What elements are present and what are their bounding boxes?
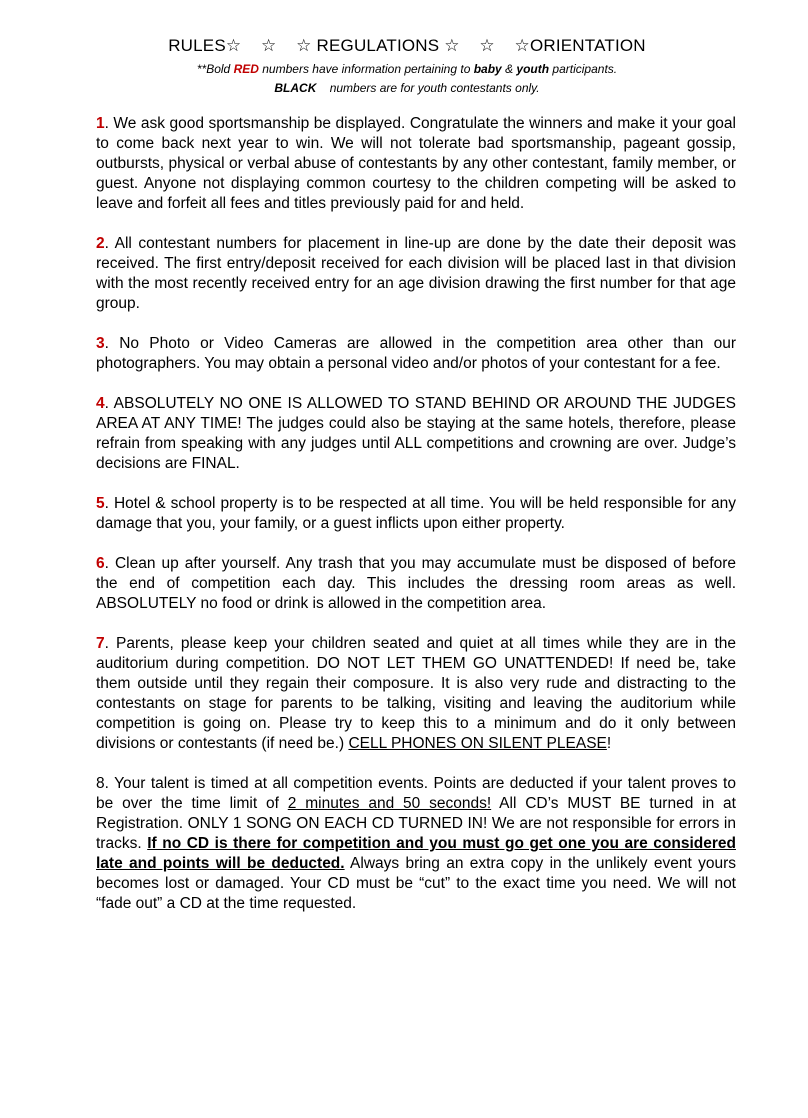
rule-7	[96, 634, 736, 754]
rule-text: 8. Your talent is timed at all competition events. Points are deducted if your talent proves to be over the time limit of	[96, 775, 736, 812]
rule-4	[96, 394, 736, 474]
rule-number: 3	[96, 335, 105, 352]
rule-text: All CD’s MUST BE turned in at Registration. ONLY 1 SONG ON EACH CD TURNED IN! We are not responsible for errors in tracks.	[96, 795, 736, 852]
rule-number: 7	[96, 635, 105, 652]
rule-number: 6	[96, 555, 105, 572]
rule-text: Always bring an extra copy in the unlikely event yours becomes lost or damaged. Your CD must be “cut” to the exact time you need. We will not “fade out” a CD at the time requested.	[96, 855, 736, 912]
rule-8	[96, 774, 736, 914]
note-text: participants.	[549, 62, 618, 76]
rule-number: 4	[96, 395, 105, 412]
rule-text: . Hotel & school property is to be respected at all time. You will be held responsible for any damage that you, your family, or a guest inflicts upon either property.	[96, 495, 736, 532]
cell-phones-notice: CELL PHONES ON SILENT PLEASE	[348, 735, 607, 752]
rule-number: 1	[96, 115, 105, 132]
rule-text: . All contestant numbers for placement in line-up are done by the date their deposit was received. The first entry/deposit received for each division will be placed last in that division with the most recently received entry for an age division drawing the first number for that age group.	[96, 235, 736, 312]
late-penalty-notice: If no CD is there for competition and you must go get one you are considered late and points will be deducted.	[96, 835, 736, 872]
note-black-word: BLACK	[274, 81, 317, 95]
rule-text: . Parents, please keep your children seated and quiet at all times while they are in the auditorium during competition. DO NOT LET THEM GO UNATTENDED! If need be, take them outside until they regain their composure. It is also very rude and distracting to the contestants on stage for parents to be talking, visiting and leaving the auditorium while competition is going on. Please try to keep this to a minimum and do it only between divisions or contestants (if need be.)	[96, 635, 736, 752]
note-youth: youth	[516, 62, 550, 76]
time-limit: 2 minutes and 50 seconds!	[287, 795, 492, 812]
rules-list	[96, 114, 736, 914]
note-text: **Bold	[196, 62, 234, 76]
note-text: numbers have information pertaining to	[258, 62, 474, 76]
rule-1	[96, 114, 736, 214]
rule-6	[96, 554, 736, 614]
rule-2	[96, 234, 736, 314]
legend-note-line-1	[78, 60, 736, 79]
note-red-word: RED	[233, 62, 259, 76]
note-text: numbers are for youth contestants only.	[316, 81, 540, 95]
rule-text: !	[606, 735, 612, 752]
rule-text: . We ask good sportsmanship be displayed. Congratulate the winners and make it your goal to come back next year to win. We will not tolerate bad sportsmanship, pageant gossip, outbursts, physical or verbal abuse of contestants by any other contestant, family member, or guest. Anyone not displaying common courtesy to the children competing will be asked to leave and forfeit all fees and titles previously paid for and held.	[96, 115, 736, 212]
rule-5	[96, 494, 736, 534]
note-text: &	[501, 62, 517, 76]
rule-text: . No Photo or Video Cameras are allowed in the competition area other than our photographers. You may obtain a personal video and/or photos of your contestant for a fee.	[96, 335, 736, 372]
rule-text: . Clean up after yourself. Any trash that you may accumulate must be disposed of before the end of competition each day. This includes the dressing room areas as well. ABSOLUTELY no food or drink is allowed in the competition area.	[96, 555, 736, 612]
legend-note-line-2	[78, 79, 736, 98]
page-title: RULES☆ ☆ ☆ REGULATIONS ☆ ☆ ☆ORIENTATION	[168, 36, 646, 55]
note-baby: baby	[473, 62, 502, 76]
rule-3	[96, 334, 736, 374]
rule-number: 2	[96, 235, 105, 252]
rule-text: . ABSOLUTELY NO ONE IS ALLOWED TO STAND BEHIND OR AROUND THE JUDGES AREA AT ANY TIME! The judges could also be staying at the same hotels, therefore, please refrain from speaking with any judges until ALL competitions and crowning are over. Judge’s decisions are FINAL.	[96, 395, 736, 472]
rule-number: 5	[96, 495, 105, 512]
